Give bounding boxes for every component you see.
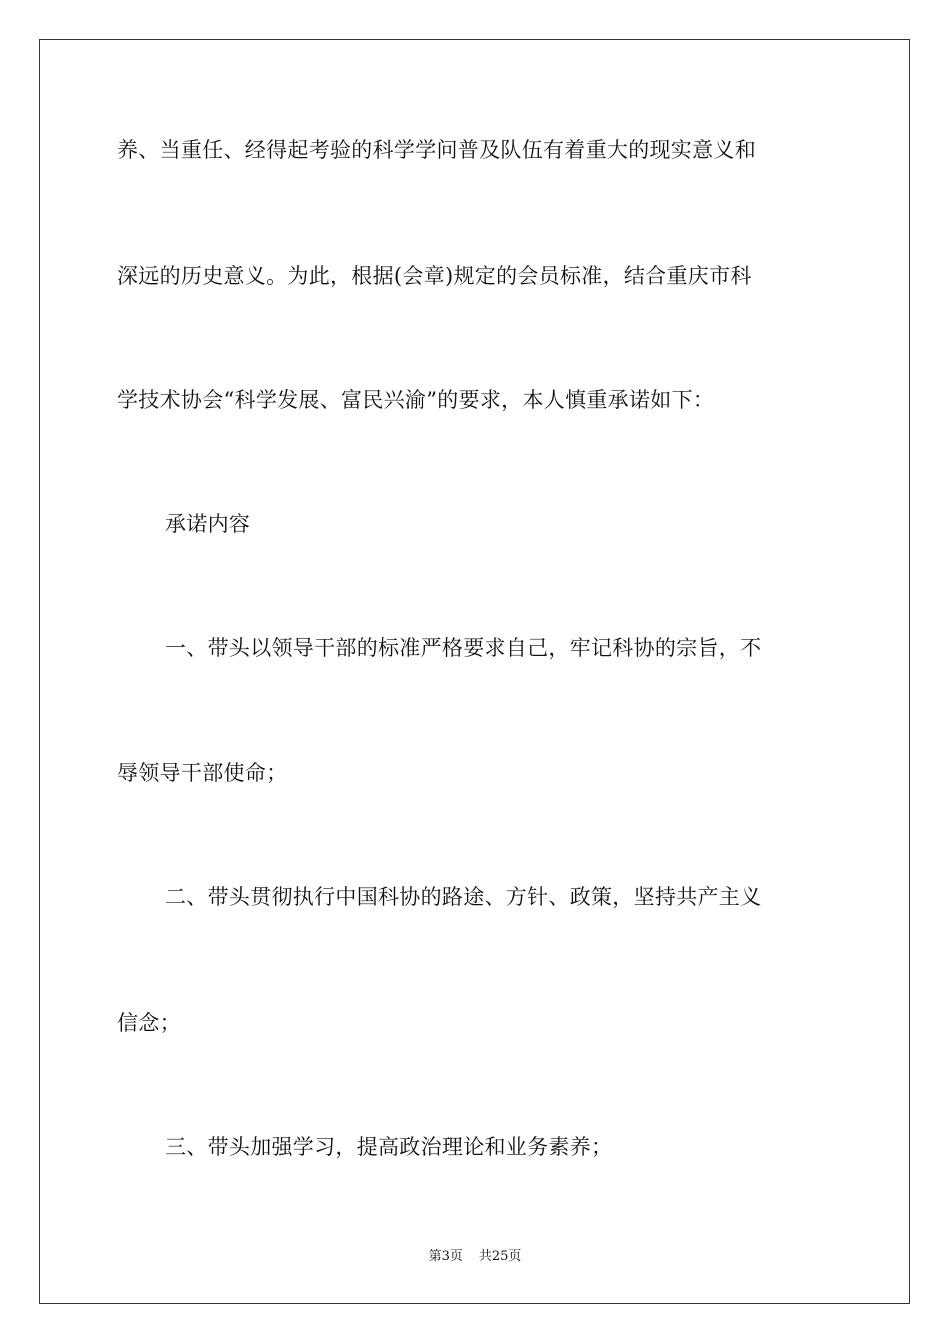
body-text-line-3: 学技术协会“科学发展、富民兴渝”的要求，本人慎重承诺如下： (117, 388, 715, 412)
page-frame (39, 39, 910, 1304)
commitment-item-1-line-2: 辱领导干部使命； (117, 761, 288, 785)
total-pages: 共25页 (478, 1249, 522, 1264)
commitment-item-1-line-1: 一、带头以领导干部的标准严格要求自己，牢记科协的宗旨，不 (165, 636, 762, 660)
commitment-item-2-line-1: 二、带头贯彻执行中国科协的路途、方针、政策，坚持共产主义 (165, 885, 762, 909)
commitment-item-3-line-1: 三、带头加强学习，提高政治理论和业务素养； (165, 1135, 613, 1159)
page-number: 第3页 (428, 1249, 463, 1264)
body-text-line-2: 深远的历史意义。为此，根据(会章)规定的会员标准，结合重庆市科 (117, 264, 752, 288)
body-text-line-1: 养、当重任、经得起考验的科学学问普及队伍有着重大的现实意义和 (117, 138, 756, 162)
section-heading: 承诺内容 (165, 512, 251, 536)
page-footer (0, 1248, 950, 1266)
commitment-item-2-line-2: 信念； (117, 1011, 181, 1035)
